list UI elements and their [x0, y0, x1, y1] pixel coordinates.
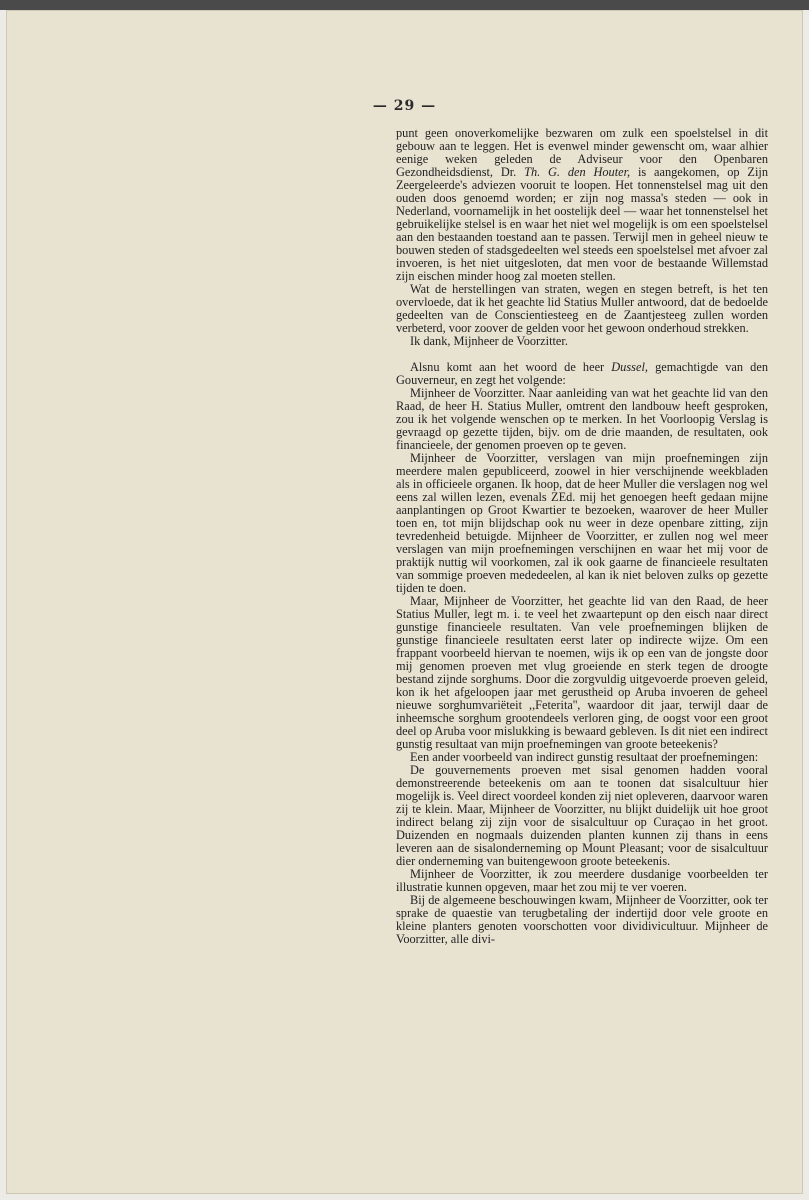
italic-name: Dussel,: [611, 360, 648, 374]
paragraph: [396, 764, 768, 868]
paragraph: [396, 452, 768, 595]
paragraph: [396, 335, 768, 348]
paragraph-text: Mijnheer de Voorzitter. Naar aanleiding van wat het geachte lid van den Raad, de heer H. Statius Muller, omtrent den landbouw heeft gesproken, zou ik het volgende wenschen op te merken. In het Voorloopig Verslag is gevraagd op gezette tijden, bijv. om de drie maanden, de resultaten, ook financieele, der genomen proeven op te geven.: [396, 386, 768, 452]
text-column: [396, 127, 768, 946]
paragraph-text: Een ander voorbeeld van indirect gunstig resultaat der proefnemingen:: [410, 750, 759, 764]
italic-name: Th. G. den Houter,: [524, 165, 631, 179]
paragraph-text: punt geen onoverkomelijke bezwaren om zulk een spoelstelsel in dit gebouw aan te leggen. Het is evenwel minder gewenscht om, waar alhier eenige weken geleden de Adviseur voor den Openbaren Gezondheidsdienst, Dr.: [396, 126, 768, 179]
paragraph: [396, 595, 768, 751]
paragraph-text: Mijnheer de Voorzitter, ik zou meerdere dusdanige voorbeelden ter illustratie kunnen opgeven, maar het zou mij te ver voeren.: [396, 867, 768, 894]
paragraph-text: Alsnu komt aan het woord de heer: [410, 360, 612, 374]
paragraph-text: Ik dank, Mijnheer de Voorzitter.: [410, 334, 568, 348]
document-page: [6, 10, 803, 1194]
paragraph-text: Wat de herstellingen van straten, wegen en stegen betreft, is het ten overvloede, dat ik het geachte lid Statius Muller antwoord, dat de bedoelde gedeelten van de Conscientiesteeg en de Zaantjesteeg zullen worden verbeterd, voor zoover de gelden voor het gewoon onderhoud strekken.: [396, 282, 768, 335]
paragraph: [396, 361, 768, 387]
paragraph-text: gemachtigde van den Gouverneur, en zegt het volgende:: [396, 360, 769, 387]
paragraph: [396, 283, 768, 335]
paragraph-text: Mijnheer de Voorzitter, verslagen van mijn proefnemingen zijn meerdere malen gepubliceerd, zoowel in hier verschijnende weekbladen als in officieele organen. Ik hoop, dat de heer Muller die verslagen nog wel eens zal willen lezen, evenals ZEd. mij het genoegen heeft gedaan mijne aanplantingen op Groot Kwartier te bezoeken, waarover de heer Muller toen en, tot mijn blijdschap ook nu weer in deze openbare zitting, zijn tevredenheid betuigde. Mijnheer de Voorzitter, er zullen nog wel meer verslagen van mijn proefnemingen verschijnen en waar het mij voor de praktijk nuttig wil voorkomen, zal ik ook gaarne de financieele resultaten van sommige proeven mededeelen, al kan ik niet beloven zulks op gezette tijden te doen.: [396, 451, 768, 595]
page-number: — 29 —: [372, 98, 437, 114]
paragraph-text: De gouvernements proeven met sisal genomen hadden vooral demonstreerende beteekenis om aan te toonen dat sisalcultuur hier mogelijk is. Veel direct voordeel konden zij niet opleveren, daarvoor waren zij te klein. Maar, Mijnheer de Voorzitter, nu blijkt duidelijk uit hoe groot indirect belang zij zijn voor de sisalcultuur op Curaçao in het groot. Duizenden en nogmaals duizenden planten kunnen zij thans in eens leveren aan de sisalonderneming op Mount Pleasant; voor de sisalcultuur dier onderneming van buitengewoon groote beteekenis.: [396, 763, 769, 868]
paragraph: [396, 868, 768, 894]
paragraph: [396, 387, 768, 452]
viewer-top-bar: [0, 0, 809, 10]
paragraph-text: Bij de algemeene beschouwingen kwam, Mijnheer de Voorzitter, ook ter sprake de quaestie van terugbetaling der indertijd door vele groote en kleine planters genoten voorschotten voor dividivicultuur. Mijnheer de Voorzitter, alle divi-: [396, 893, 768, 946]
paragraph-text: Maar, Mijnheer de Voorzitter, het geachte lid van den Raad, de heer Statius Muller, legt m. i. te veel het zwaartepunt op den eisch naar direct gunstige financieele resultaten. Van vele proefnemingen blijken de gunstige financieele resultaten eerst later op indirecte wijze. Om een frappant voorbeeld hiervan te noemen, wijs ik op een van de jongste door mij genomen proeven met vlug groeiende en sterk tegen de droogte bestand zijnde sorghums. Door die zorgvuldig uitgevoerde proeven geleid, kon ik het afgeloopen jaar met gerustheid op Aruba invoeren de geheel nieuwe sorghumvariëteit ,,Feterita'', waardoor dit jaar, terwijl daar de inheemsche sorghum grootendeels verloren ging, de oogst voor een groot deel op Aruba voor mislukking is bewaard gebleven. Is dit niet een indirect gunstig resultaat van mijn proefnemingen van groote beteekenis?: [396, 594, 768, 751]
paragraph: [396, 894, 768, 946]
paragraph-text: is aangekomen, op Zijn Zeergeleerde's adviezen vooruit te loopen. Het tonnenstelsel mag uit den ouden doos genoemd worden; er zijn nog massa's steden — ook in Nederland, voornamelijk in het oostelijk deel — waar het tonnenstelsel het gebruikelijke stelsel is en waar het niet wel mogelijk is om een spoelstelsel aan den bestaanden toestand aan te passen. Terwijl men in geheel nieuw te bouwen steden of stadsgedeelten wel steeds een spoelstelsel met afvoer zal invoeren, is het niet uitgesloten, dat men voor de bestaande Willemstad zijn eischen minder hoog zal moeten stellen.: [396, 165, 768, 283]
paragraph: [396, 127, 768, 283]
